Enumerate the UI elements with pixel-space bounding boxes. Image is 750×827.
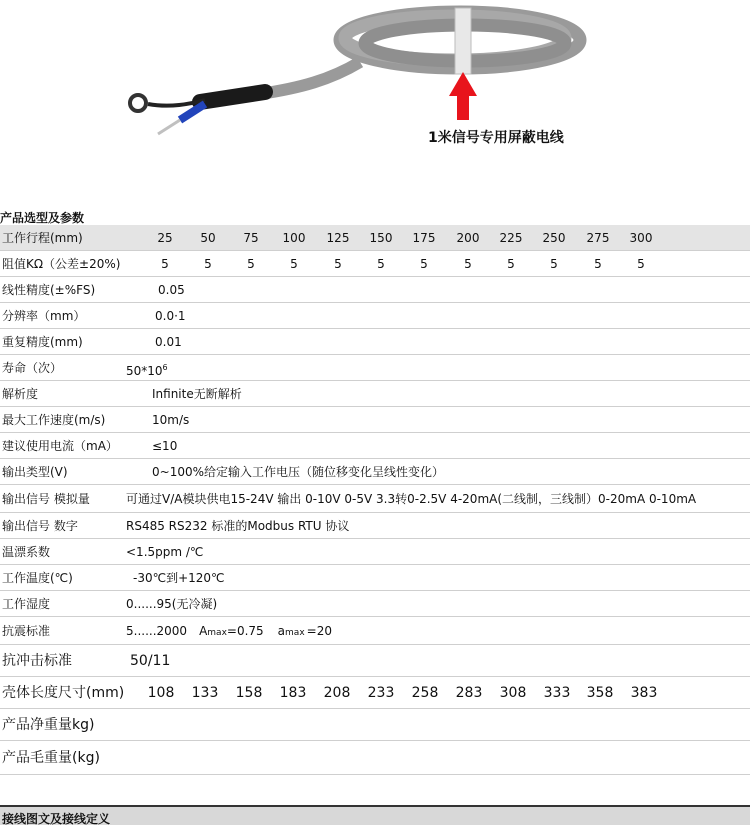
section-title: 产品选型及参数: [0, 211, 85, 225]
spec-cell: 108: [147, 685, 175, 701]
spec-label: 重复精度(mm): [2, 335, 83, 349]
spec-value: [126, 539, 203, 565]
arrow-up-icon: [449, 72, 477, 120]
spec-value: [126, 485, 696, 513]
spec-cell: 358: [586, 685, 614, 701]
spec-label: 阻值KΩ（公差±20%): [2, 257, 121, 271]
spec-row: [0, 617, 750, 645]
spec-row: [0, 709, 750, 741]
spec-row: [0, 277, 750, 303]
cable-caption: 1米信号专用屏蔽电线: [428, 130, 564, 146]
spec-label: 工作行程(mm): [2, 231, 83, 245]
bottom-section-title: 接线图文及接线定义: [2, 812, 111, 826]
spec-cell: 150: [369, 231, 393, 245]
spec-row: [0, 381, 750, 407]
spec-value-text: RS485 RS232 标准的Modbus RTU 协议: [126, 519, 350, 533]
spec-row: [0, 485, 750, 513]
spec-label: 输出信号 模拟量: [2, 492, 90, 506]
spec-value: [126, 513, 349, 539]
spec-label: 最大工作速度(m/s): [2, 413, 106, 427]
spec-cell: 125: [326, 231, 350, 245]
spec-cell: 100: [282, 231, 306, 245]
spec-cell: 200: [456, 231, 480, 245]
spec-cell: 5: [204, 257, 212, 271]
spec-label: 寿命（次）: [2, 361, 63, 375]
spec-cell: 300: [629, 231, 653, 245]
spec-value-part: =0.75: [226, 624, 264, 638]
spec-value: [152, 407, 189, 433]
spec-value: [152, 381, 242, 407]
spec-label: 产品毛重量(kg): [2, 750, 100, 766]
spec-cell: 283: [455, 685, 483, 701]
spec-cell: 133: [191, 685, 219, 701]
spec-cell: 5: [507, 257, 515, 271]
spec-row: [0, 355, 750, 381]
spec-row: [0, 565, 750, 591]
spec-value-text: 10m/s: [152, 413, 190, 427]
spec-value-text: 50*10: [126, 364, 163, 378]
spec-cell: 383: [630, 685, 658, 701]
spec-cell: 233: [367, 685, 395, 701]
spec-value-part: A: [199, 624, 208, 638]
spec-value: [155, 303, 186, 329]
spec-value: [155, 329, 182, 355]
spec-value-part: =20: [306, 624, 332, 638]
spec-row: [0, 645, 750, 677]
spec-cell: 5: [247, 257, 255, 271]
spec-value-text: ≤10: [152, 439, 178, 453]
spec-cell: 50: [200, 231, 216, 245]
spec-row: [0, 677, 750, 709]
spec-row: [0, 225, 750, 251]
spec-value-text: 0~100%给定输入工作电压（随位移变化呈线性变化）: [152, 465, 444, 479]
product-photo: [0, 0, 750, 200]
spec-row: [0, 513, 750, 539]
spec-label: 解析度: [2, 387, 39, 401]
spec-cell: 5: [594, 257, 602, 271]
spec-value-text: Infinite无断解析: [152, 387, 242, 401]
spec-row: [0, 329, 750, 355]
spec-label: 抗冲击标准: [2, 653, 72, 669]
spec-cell: 5: [334, 257, 342, 271]
row-divider: [0, 774, 750, 775]
spec-label: 壳体长度尺寸(mm): [2, 685, 125, 701]
spec-cell: 75: [243, 231, 259, 245]
spec-cell: 258: [411, 685, 439, 701]
spec-cell: 175: [412, 231, 436, 245]
spec-label: 线性精度(±%FS): [2, 283, 96, 297]
spec-cell: 225: [499, 231, 523, 245]
spec-value: [130, 645, 170, 677]
spec-cell: 5: [290, 257, 298, 271]
spec-value-text: 0.0·1: [155, 309, 186, 323]
spec-value: [158, 277, 185, 303]
spec-value-text: 可通过V/A模块供电15-24V 输出 0-10V 0-5V 3.3转0-2.5V 4-20mA(二线制，三线制）0-20mA 0-10mA: [126, 492, 697, 506]
spec-row: [0, 303, 750, 329]
spec-cell: 250: [542, 231, 566, 245]
spec-value-part: a: [277, 624, 286, 638]
spec-value: [152, 459, 444, 485]
spec-label: 产品净重量kg): [2, 717, 95, 733]
spec-cell: 308: [499, 685, 527, 701]
spec-value-text: 50/11: [130, 653, 171, 669]
spec-label: 温漂系数: [2, 545, 51, 559]
spec-value-text: 0.01: [155, 335, 182, 349]
spec-value: [133, 565, 225, 591]
spec-label: 输出信号 数字: [2, 519, 78, 533]
spec-label: 工作温度(℃): [2, 571, 73, 585]
spec-value-text: <1.5ppm /℃: [126, 545, 204, 559]
spec-value-part: 5......2000: [126, 624, 188, 638]
spec-value-part: max: [207, 628, 227, 638]
spec-cell: 183: [279, 685, 307, 701]
spec-value-text: 0......95(无冷凝): [126, 597, 218, 611]
spec-value-exponent: 6: [162, 363, 168, 372]
ring-terminal: [130, 95, 146, 111]
spec-cell: 5: [550, 257, 558, 271]
spec-row: [0, 433, 750, 459]
spec-cell: 25: [157, 231, 173, 245]
spec-value-part: max: [285, 628, 305, 638]
spec-value-text: -30℃到+120℃: [133, 571, 225, 585]
spec-value: [152, 433, 177, 459]
spec-row: [0, 251, 750, 277]
spec-row: [0, 591, 750, 617]
spec-row: [0, 407, 750, 433]
spec-cell: 5: [161, 257, 169, 271]
cable-tie: [455, 8, 471, 74]
spec-cell: 5: [420, 257, 428, 271]
spec-value: [126, 591, 217, 617]
spec-label: 建议使用电流（mA）: [2, 439, 118, 453]
spec-label: 工作湿度: [2, 597, 51, 611]
spec-cell: 158: [235, 685, 263, 701]
bottom-section-bar: [0, 805, 750, 825]
spec-label: 抗震标准: [2, 624, 51, 638]
spec-cell: 333: [543, 685, 571, 701]
spec-cell: 275: [586, 231, 610, 245]
spec-cell: 208: [323, 685, 351, 701]
spec-cell: 5: [464, 257, 472, 271]
spec-cell: 5: [377, 257, 385, 271]
spec-row: [0, 459, 750, 485]
spec-value-text: 0.05: [158, 283, 185, 297]
spec-value: [126, 617, 332, 647]
spec-label: 输出类型(V): [2, 465, 68, 479]
spec-label: 分辨率（mm）: [2, 309, 86, 323]
spec-cell: 5: [637, 257, 645, 271]
spec-row: [0, 539, 750, 565]
spec-row: [0, 741, 750, 775]
